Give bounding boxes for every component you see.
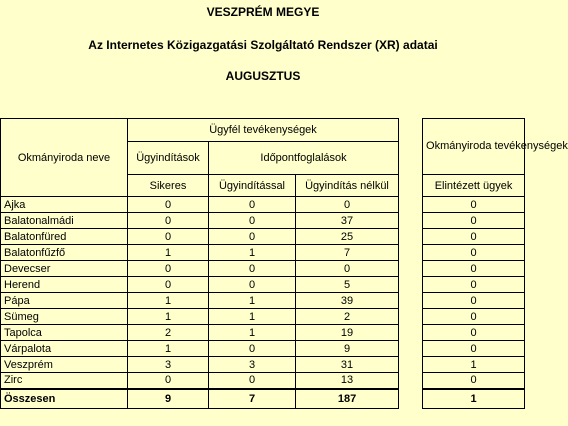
- without-case-count: 9: [296, 341, 399, 357]
- system-title: Az Internetes Közigazgatási Szolgáltató Rendszer (XR) adatai: [88, 38, 438, 52]
- column-gap: [399, 197, 423, 213]
- without-case-count: 39: [296, 293, 399, 309]
- office-name: Balatonalmádi: [1, 213, 128, 229]
- with-case-count: 1: [209, 293, 296, 309]
- office-name: Herend: [1, 277, 128, 293]
- completed-cases-header: Elintézett ügyek: [423, 175, 525, 197]
- with-case-count: 0: [209, 197, 296, 213]
- completed-count: 0: [423, 309, 525, 325]
- completed-count: 0: [423, 261, 525, 277]
- without-case-count: 0: [296, 197, 399, 213]
- column-gap: [399, 229, 423, 245]
- completed-count: 0: [423, 229, 525, 245]
- office-name: Zirc: [1, 373, 128, 389]
- client-activities-header: Ügyfél tevékenységek: [128, 119, 399, 142]
- total-completed: 1: [423, 389, 525, 409]
- completed-count: 0: [423, 277, 525, 293]
- completed-count: 0: [423, 341, 525, 357]
- successful-count: 0: [128, 373, 209, 389]
- without-case-count: 31: [296, 357, 399, 373]
- office-name: Veszprém: [1, 357, 128, 373]
- total-without-case: 187: [296, 389, 399, 409]
- column-gap: [399, 389, 423, 409]
- total-label: Összesen: [1, 389, 128, 409]
- column-gap: [399, 277, 423, 293]
- with-case-count: 0: [209, 213, 296, 229]
- with-case-count: 0: [209, 341, 296, 357]
- without-case-count: 2: [296, 309, 399, 325]
- table-row: [1, 341, 525, 357]
- with-case-count: 0: [209, 277, 296, 293]
- statistics-table: [0, 118, 568, 409]
- office-name: Balatonfüred: [1, 229, 128, 245]
- case-initiations-header: Ügyindítások: [128, 142, 209, 175]
- successful-count: 0: [128, 277, 209, 293]
- completed-count: 0: [423, 373, 525, 389]
- without-case-count: 13: [296, 373, 399, 389]
- successful-count: 0: [128, 261, 209, 277]
- completed-count: 0: [423, 197, 525, 213]
- without-case-count: 0: [296, 261, 399, 277]
- column-gap: [399, 261, 423, 277]
- column-gap: [399, 325, 423, 341]
- completed-count: 1: [423, 357, 525, 373]
- office-name: Pápa: [1, 293, 128, 309]
- with-case-count: 1: [209, 245, 296, 261]
- successful-count: 0: [128, 197, 209, 213]
- with-case-count: 0: [209, 261, 296, 277]
- table-row: [1, 261, 525, 277]
- completed-count: 0: [423, 245, 525, 261]
- successful-count: 3: [128, 357, 209, 373]
- table-row: [1, 213, 525, 229]
- with-case-count: 0: [209, 373, 296, 389]
- column-gap: [399, 341, 423, 357]
- office-activities-header: Okmányiroda tevékenységek: [423, 119, 525, 175]
- table-row: [1, 357, 525, 373]
- column-gap: [399, 293, 423, 309]
- column-gap: [399, 357, 423, 373]
- table-row: [1, 245, 525, 261]
- table-row: [1, 293, 525, 309]
- with-case-count: 1: [209, 309, 296, 325]
- county-title: VESZPRÉM MEGYE: [206, 5, 320, 19]
- successful-count: 1: [128, 293, 209, 309]
- without-case-count: 25: [296, 229, 399, 245]
- total-with-case: 7: [209, 389, 296, 409]
- successful-count: 1: [128, 245, 209, 261]
- completed-count: 0: [423, 213, 525, 229]
- month-title: AUGUSZTUS: [225, 69, 301, 83]
- office-name-header: Okmányiroda neve: [1, 119, 128, 197]
- successful-header: Sikeres: [128, 175, 209, 197]
- without-case-count: 5: [296, 277, 399, 293]
- total-row: [1, 389, 525, 409]
- without-case-initiation-header: Ügyindítás nélkül: [296, 175, 399, 197]
- column-gap: [399, 119, 423, 197]
- office-name: Tapolca: [1, 325, 128, 341]
- successful-count: 2: [128, 325, 209, 341]
- column-gap: [399, 309, 423, 325]
- successful-count: 1: [128, 341, 209, 357]
- table-row: [1, 373, 525, 389]
- successful-count: 0: [128, 229, 209, 245]
- office-name: Ajka: [1, 197, 128, 213]
- column-gap: [399, 373, 423, 389]
- table-row: [1, 325, 525, 341]
- successful-count: 0: [128, 213, 209, 229]
- without-case-count: 19: [296, 325, 399, 341]
- office-name: Balatonfűzfő: [1, 245, 128, 261]
- without-case-count: 37: [296, 213, 399, 229]
- office-name: Devecser: [1, 261, 128, 277]
- with-case-count: 1: [209, 325, 296, 341]
- column-gap: [399, 213, 423, 229]
- office-name: Sümeg: [1, 309, 128, 325]
- table-row: [1, 197, 525, 213]
- table-row: [1, 229, 525, 245]
- completed-count: 0: [423, 325, 525, 341]
- office-name: Várpalota: [1, 341, 128, 357]
- total-successful: 9: [128, 389, 209, 409]
- successful-count: 1: [128, 309, 209, 325]
- without-case-count: 7: [296, 245, 399, 261]
- appointments-header: Időpontfoglalások: [209, 142, 399, 175]
- completed-count: 0: [423, 293, 525, 309]
- table-row: [1, 309, 525, 325]
- table-row: [1, 277, 525, 293]
- with-case-count: 3: [209, 357, 296, 373]
- with-case-count: 0: [209, 229, 296, 245]
- column-gap: [399, 245, 423, 261]
- with-case-initiation-header: Ügyindítással: [209, 175, 296, 197]
